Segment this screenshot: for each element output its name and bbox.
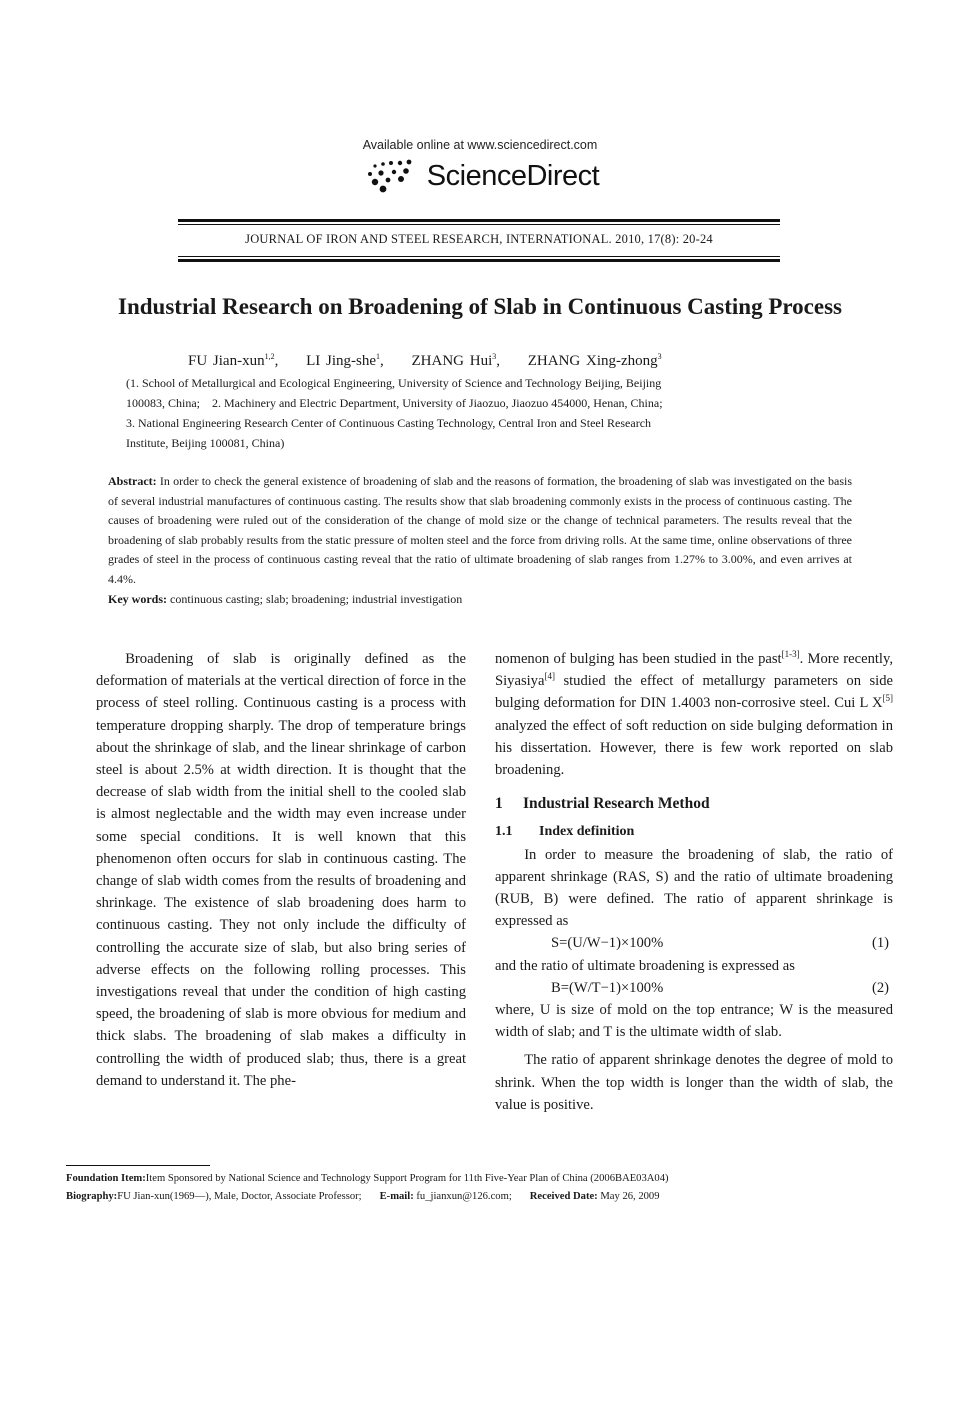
masthead <box>0 138 960 194</box>
top-rule-thin <box>178 224 780 225</box>
journal-citation-line: JOURNAL OF IRON AND STEEL RESEARCH, INTERNATIONAL. 2010, 17(8): 20-24 <box>245 232 713 246</box>
affiliation-line: 3. National Engineering Research Center of Continuous Casting Technology, Central Iron and Steel Research <box>126 416 652 430</box>
author: ZHANG Xing-zhong$^3$ <box>527 352 662 369</box>
section-heading: 1 Industrial Research Method <box>495 795 710 813</box>
author-list <box>188 352 662 370</box>
paper-title: Industrial Research on Broadening of Slab in Continuous Casting Process <box>118 294 842 319</box>
subsection-heading: 1.1 Index definition <box>495 824 635 840</box>
abstract-label: Abstract: <box>108 474 157 488</box>
author: FU Jian-xun$^{1,2}$, <box>188 352 279 369</box>
sciencedirect-dots-icon <box>361 158 421 194</box>
abstract <box>108 472 852 609</box>
ras-paragraph: The ratio of apparent shrinkage denotes the degree of mold to shrink. When the top width is longer than the width of slab, the value is positive. <box>495 1052 893 1113</box>
citation-ref: [1-3] <box>781 649 800 660</box>
affiliation-line: Institute, Beijing 100081, China) <box>126 436 285 450</box>
equation-1: S=(U/W−1)×100% (1) <box>495 932 893 954</box>
footnotes <box>66 1170 906 1206</box>
sciencedirect-logo <box>0 158 960 194</box>
top-rule <box>178 219 780 222</box>
affiliation-line: (1. School of Metallurgical and Ecological Engineering, University of Science and Technology Beijing, Beijing <box>126 376 662 390</box>
biography-footnote: Biography:FU Jian-xun(1969—), Male, Doctor, Associate Professor; E-mail: fu_jianxun@126.com; Received Date: May 26, 2009 <box>66 1191 660 1202</box>
keywords-label: Key words: <box>108 591 167 606</box>
sciencedirect-wordmark: ScienceDirect <box>426 159 600 192</box>
intro-paragraph: Broadening of slab is originally defined as the deformation of materials at the vertical direction of force in the process of steel rolling. Continuous casting is a process with temperature dropping sharply. The drop of temperature brings about the shrinkage of slab, and the linear shrinkage of carbon steel is about 2.5% at width direction. It is thought that the decrease of slab width from the initial shell to the cooled slab is almost neglectable and the width may even increase under some special conditions. It is well known that this phenomenon often occurs for slab in continuous casting. The change of slab width comes from the results of broadening and shrinkage. The existence of slab broadening does harm to continuous casting. They not only include the difficulty of controlling the accurate size of slab, but also bring series of adverse effects on the following rolling processes. This investigations reveal that under the condition of high casting speed, the broadening of slab is more obvious for medium and thick slabs. The broadening of slab makes a difficulty in controlling the width of produced slab; thus, there is a great demand to understand it. The phe- <box>96 651 466 1089</box>
keywords <box>108 590 852 610</box>
foundation-footnote: Foundation Item:Item Sponsored by National Science and Technology Support Program for 11th Five-Year Plan of China (2006BAE03A04) <box>66 1173 669 1184</box>
equation-number: (1) <box>871 935 889 952</box>
equation-connector-text: and the ratio of ultimate broadening is expressed as <box>495 957 795 974</box>
index-definition-paragraph: In order to measure the broadening of slab, the ratio of apparent shrinkage (RAS, S) and the ratio of ultimate broadening (RUB, B) were defined. The ratio of apparent shrinkage is expressed as <box>495 846 893 930</box>
variable-definitions: where, U is size of mold on the top entrance; W is the measured width of slab; and T is the ultimate width of slab. <box>495 1002 893 1041</box>
bottom-rule <box>178 259 780 262</box>
body-column-right <box>495 648 893 1116</box>
equation-number: (2) <box>871 979 889 996</box>
abstract-body <box>108 472 852 590</box>
keywords-text: continuous casting; slab; broadening; industrial investigation <box>170 591 463 606</box>
affiliations <box>126 373 846 453</box>
abstract-text: In order to check the general existence of broadening of slab and the reasons of formation, the broadening of slab was investigated on the basis of several industrial manufactures of continuous casting. The results show that slab broadening commonly exists in the process of continuous casting. The causes of broadening were ruled out of the consideration of the change of mold size or the change of technical parameters. The results reveal that the broadening of slab probably results from the static pressure of molten steel and the force from driving rolls. At the same time, online observations of three grades of steel in the process of continuous casting reveal that the ratio of ultimate broadening of slab ranges from 1.27% to 3.00%, and even arrives at 4.4%. <box>108 474 853 586</box>
equation-2: B=(W/T−1)×100% (2) <box>495 977 893 999</box>
email-text: fu_jianxun@126.com; <box>416 1191 512 1202</box>
affiliation-line: 100083, China; 2. Machinery and Electric Department, University of Jiaozuo, Jiaozuo 454000, Henan, China; <box>126 396 663 410</box>
bottom-rule-thin <box>178 256 780 257</box>
citation-ref: [5] <box>882 693 893 704</box>
footnote-rule <box>66 1165 210 1166</box>
available-online-text: Available online at www.sciencedirect.com <box>362 138 598 152</box>
intro-continuation: nomenon of bulging has been studied in the past[1-3]. More recently, Siyasiya[4] studied the effect of metallurgy parameters on side bulging deformation for DIN 1.4003 non-corrosive steel. Cui L X[5] analyzed the effect of soft reduction on side bulging deformation in his dissertation. However, there is few work reported on slab broadening. <box>495 649 893 779</box>
author: ZHANG Hui$^3$, <box>411 352 500 369</box>
author: LI Jing-she$^1$, <box>306 352 384 369</box>
body-column-left <box>96 648 466 1092</box>
citation-ref: [4] <box>544 671 555 682</box>
